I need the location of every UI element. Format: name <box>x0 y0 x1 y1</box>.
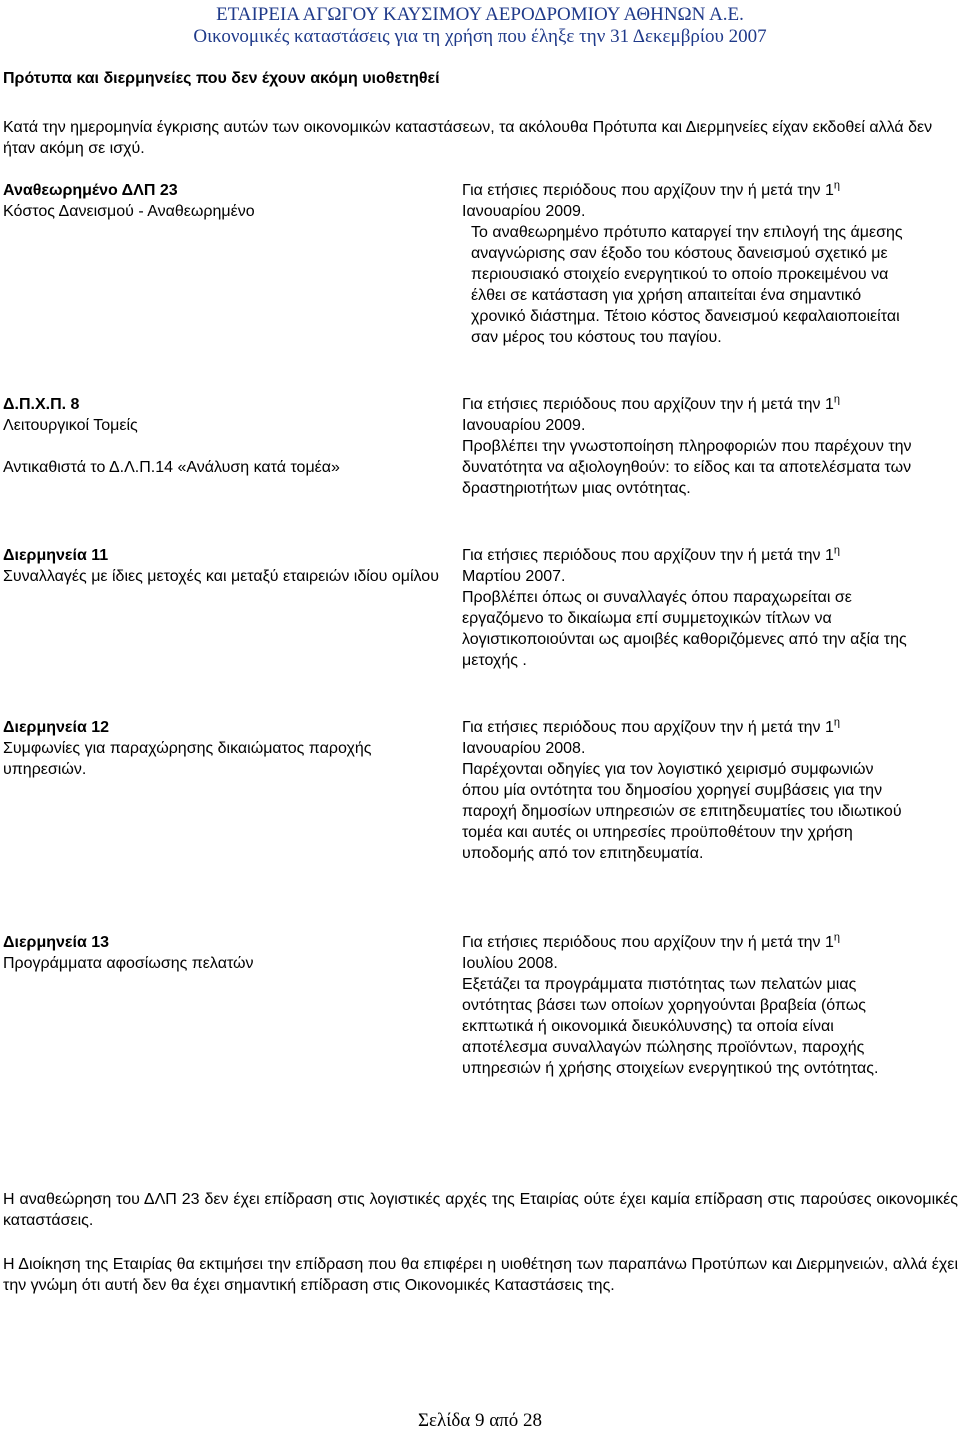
company-name: ΕΤΑΙΡΕΙΑ ΑΓΩΓΟΥ ΚΑΥΣΙΜΟΥ ΑΕΡΟΔΡΟΜΙΟΥ ΑΘΗΝΩΝ Α.Ε. <box>216 4 744 25</box>
effective-date-line <box>462 717 912 738</box>
ordinal-suffix: η <box>833 393 841 406</box>
ordinal-suffix: η <box>833 716 841 729</box>
standard-title: Αναθεωρημένο ΔΛΠ 23 <box>3 182 178 199</box>
interpretation-title: Διερμηνεία 13 <box>3 934 110 951</box>
effective-prefix: Για ετήσιες περιόδους που αρχίζουν την ή μετά την 1 <box>462 719 834 736</box>
effective-date-line <box>462 545 912 566</box>
effective-date: Μαρτίου 2007. <box>462 568 566 585</box>
effective-date-line <box>462 180 912 201</box>
standard-subtitle: Κόστος Δανεισμού - Αναθεωρημένο <box>3 203 255 220</box>
effective-date: Ιανουαρίου 2008. <box>462 740 586 757</box>
closing-paragraph: Η αναθεώρηση του ΔΛΠ 23 δεν έχει επίδραση στις λογιστικές αρχές της Εταιρίας ούτε έχει καμία επίδραση στις παρούσες οικονομικές καταστάσεις. <box>3 1191 958 1229</box>
interpretation-subtitle: Συμφωνίες για παραχώρησης δικαιώματος παροχής υπηρεσιών. <box>3 740 372 778</box>
effective-date: Ιανουαρίου 2009. <box>462 417 586 434</box>
section-title: Πρότυπα και διερμηνείες που δεν έχουν ακόμη υιοθετηθεί <box>3 70 440 87</box>
standard-title: Δ.Π.Χ.Π. 8 <box>3 396 80 413</box>
ordinal-suffix: η <box>833 179 841 192</box>
interpretation-title: Διερμηνεία 11 <box>3 547 109 564</box>
interpretation-title: Διερμηνεία 12 <box>3 719 110 736</box>
statement-period: Οικονομικές καταστάσεις για τη χρήση που έληξε την 31 Δεκεμβρίου 2007 <box>193 26 767 47</box>
ordinal-suffix: η <box>833 544 841 557</box>
standard-replaces: Αντικαθιστά το Δ.Λ.Π.14 «Ανάλυση κατά τομέα» <box>3 459 340 476</box>
effective-date: Ιανουαρίου 2009. <box>462 203 586 220</box>
section-intro: Κατά την ημερομηνία έγκρισης αυτών των οικονομικών καταστάσεων, τα ακόλουθα Πρότυπα και Διερμηνείες είχαν εκδοθεί αλλά δεν ήταν ακόμη σε ισχύ. <box>3 119 933 157</box>
closing-paragraph: Η Διοίκηση της Εταιρίας θα εκτιμήσει την επίδραση που θα επιφέρει η υιοθέτηση των παραπάνω Προτύπων και Διερμηνειών, αλλά έχει την γνώμη ότι αυτή δεν θα έχει σημαντική επίδραση στις Οικονομικές Καταστάσεις της. <box>3 1256 958 1294</box>
interpretation-subtitle: Προγράμματα αφοσίωσης πελατών <box>3 955 254 972</box>
effective-prefix: Για ετήσιες περιόδους που αρχίζουν την ή μετά την 1 <box>462 396 834 413</box>
document-header <box>0 4 960 48</box>
page-number: Σελίδα 9 από 28 <box>417 1410 543 1431</box>
standard-subtitle: Λειτουργικοί Τομείς <box>3 417 138 434</box>
standard-description: Το αναθεωρημένο πρότυπο καταργεί την επιλογή της άμεσης αναγνώρισης σαν έξοδο του κόστους δανεισμού σχετικό με περιουσιακό στοιχείο ενεργητικού το οποίο προκειμένου να έλθει σε κατάσταση για χρήση απαιτείται ένα σημαντικό χρονικό διάστημα. Τέτοιο κόστος δανεισμού κεφαλαιοποιείται σαν μέρος του κόστους του παγίου. <box>471 224 903 346</box>
interpretation-subtitle: Συναλλαγές με ίδιες μετοχές και μεταξύ εταιρειών ιδίου ομίλου <box>3 568 439 585</box>
effective-date-line <box>462 394 912 415</box>
interpretation-description: Παρέχονται οδηγίες για τον λογιστικό χειρισμό συμφωνιών όπου μία οντότητα του δημοσίου χορηγεί συμβάσεις για την παροχή δημοσίων υπηρεσιών σε επιτηδευματίες του ιδιωτικού τομέα και αυτές οι υπηρεσίες προϋποθέτουν την χρήση υποδομής από τον επιτηδευματία. <box>462 761 902 862</box>
effective-date: Ιουλίου 2008. <box>462 955 558 972</box>
effective-date-line <box>462 932 912 953</box>
standard-description: Προβλέπει την γνωστοποίηση πληροφοριών που παρέχουν την δυνατότητα να αξιολογηθούν: το είδος και τα αποτελέσματα των δραστηριοτήτων μιας οντότητας. <box>462 438 912 497</box>
interpretation-description: Προβλέπει όπως οι συναλλαγές όπου παραχωρείται σε εργαζόμενο το δικαίωμα επί συμμετοχικών τίτλων να λογιστικοποιούνται ως αμοιβές καθοριζόμενες από την αξία της μετοχής . <box>462 589 907 669</box>
effective-prefix: Για ετήσιες περιόδους που αρχίζουν την ή μετά την 1 <box>462 934 834 951</box>
effective-prefix: Για ετήσιες περιόδους που αρχίζουν την ή μετά την 1 <box>462 547 834 564</box>
ordinal-suffix: η <box>833 931 841 944</box>
effective-prefix: Για ετήσιες περιόδους που αρχίζουν την ή μετά την 1 <box>462 182 834 199</box>
interpretation-description: Εξετάζει τα προγράμματα πιστότητας των πελατών μιας οντότητας βάσει των οποίων χορηγούνται βραβεία (όπως εκπτωτικά ή οικονομικά διευκόλυνσης) τα οποία είναι αποτέλεσμα συναλλαγών πώλησης προϊόντων, παροχής υπηρεσιών ή χρήσης στοιχείων ενεργητικού της οντότητας. <box>462 976 879 1077</box>
